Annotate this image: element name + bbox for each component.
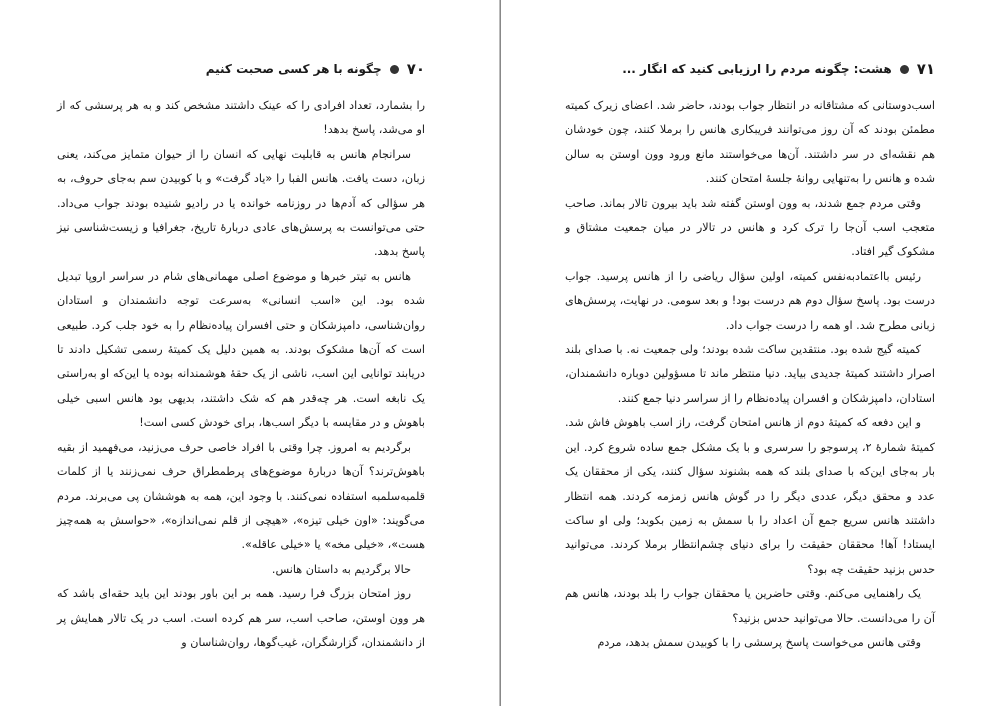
- page-left: [1, 0, 500, 706]
- running-head-left: [65, 60, 425, 78]
- paragraph: و این دفعه که کمیتهٔ دوم از هانس امتحان گرفت، راز اسب باهوش فاش شد. کمیتهٔ شمارهٔ ۲، پرسوجو را سرسری و با یک مشکل جمع ساده شروع کرد. این بار به‌جای این‌که با صدای بلند که همه بشنوند سؤال کنند، یکی از محققان یک عدد و محقق دیگر، عددی دیگر را در گوش هانس زمزمه کردند. همه انتظار داشتند هانس سریع جمع آن اعداد را با سمش به زمین بکوبد؛ ولی او ساکت ایستاد! آها! محققان حقیقت را برای دنیای چشم‌انتظار برملا کردند. می‌توانید حدس بزنید حقیقت چه بود؟: [565, 416, 936, 576]
- paragraph: یک راهنمایی می‌کنم. وقتی حاضرین یا محققان جواب را بلد بودند، هانس هم آن را می‌دانست. حالا می‌توانید حدس بزنید؟: [565, 587, 935, 625]
- chapter-title: هشت: چگونه مردم را ارزیابی کنید که انگار ...: [622, 62, 892, 76]
- paragraph: برگردیم به امروز. چرا وقتی با افراد خاصی حرف می‌زنید، می‌فهمید از بقیه باهوش‌ترند؟ آن‌ها دربارهٔ موضوع‌های پرطمطراق حرف نمی‌زنند یا از کلمات قلمبه‌سلمبه استفاده نمی‌کنند. با وجود این، همه به هوششان پی می‌برند. مردم می‌گویند: «اون خیلی تیزه»، «هیچی از قلم نمی‌اندازه»، «حواسش به همه‌چیز هست»، «خیلی مخه» یا «خیلی عاقله».: [57, 440, 425, 552]
- page-number-70: ۷۰: [406, 60, 425, 78]
- paragraph: رئیس بااعتماد‌به‌نفس کمیته، اولین سؤال ریاضی را از هانس پرسید. جواب درست بود. پاسخ سؤال دوم هم درست بود! و بعد سومی. در نهایت، پرسش‌های زبانی مطرح شد. او همه را درست جواب داد.: [565, 269, 935, 332]
- page-right: [500, 0, 999, 706]
- bullet-dot-icon: [390, 65, 399, 74]
- paragraph: را بشمارد، تعداد افرادی را که عینک داشتند مشخص کند و به هر پرسشی که از او می‌شد، پاسخ بدهد!: [57, 99, 425, 137]
- paragraph: سرانجام هانس به قابلیت نهایی که انسان را از حیوان متمایز می‌کند، یعنی زبان، دست یافت. هانس الفبا را «یاد گرفت» و با کوبیدن سم به‌جای حروف، به هر سؤالی که آدم‌ها در روزنامه خوانده یا در رادیو شنیده بودند جواب می‌داد. حتی می‌توانست به پرسش‌های عادی دربارهٔ تاریخ، جغرافیا و زیست‌شناسی نیز پاسخ بدهد.: [57, 147, 425, 259]
- body-text-right: [565, 94, 935, 655]
- paragraph: هانس به تیتر خبرها و موضوع اصلی مهمانی‌های شام در سراسر اروپا تبدیل شده بود. این «اسب انسانی» به‌سرعت توجه دانشمندان و استادان روان‌شناسی، دامپزشکان و حتی افسران پیاده‌نظام را به خود جلب کرد. طبیعی است که آن‌ها مشکوک بودند. به همین دلیل یک کمیتهٔ رسمی تشکیل دادند تا دریابند توانایی این اسب، ناشی از یک حقهٔ هوشمندانه بوده یا این‌که او به‌راستی یک نابغه است. هر چه‌قدر هم که شک داشتند، بدیهی بود هانس اسبی خیلی باهوش و در مقایسه با دیگر اسب‌ها، برای خودش کسی است!: [57, 269, 425, 430]
- page-number-71: ۷۱: [916, 60, 935, 78]
- body-text-left: [57, 94, 425, 655]
- paragraph: روز امتحان بزرگ فرا رسید. همه بر این باور بودند این باید حقه‌ای باشد که هر وون اوستن، صاحب اسب، سر هم کرده است. اسب در یک تالار همایش پر از دانشمندان، گزارشگران، غیب‌گوها، روان‌شناسان و: [57, 587, 425, 649]
- paragraph: وقتی مردم جمع شدند، به وون اوستن گفته شد باید بیرون تالار بماند. صاحب متعجب اسب آن‌جا را ترک کرد و هانس در تالار در میان جمعیت مشتاق و مشکوک گیر افتاد.: [565, 196, 935, 259]
- bullet-dot-icon: [900, 65, 909, 74]
- paragraph: کمیته گیج شده بود. منتقدین ساکت شده بودند؛ ولی جمعیت نه. با صدای بلند اصرار داشتند کمیتهٔ جدیدی بیاید. دنیا منتظر ماند تا مسؤولین دوباره دانشمندان، استادان، دامپزشکان و افسران پیاده‌نظام را از سراسر دنیا جمع کنند.: [565, 343, 935, 405]
- paragraph: وقتی هانس می‌خواست پاسخ پرسشی را با کوبیدن سمش بدهد، مردم: [597, 635, 921, 649]
- book-title: چگونه با هر کسی صحبت کنیم: [205, 62, 382, 76]
- paragraph: اسب‌دوستانی که مشتاقانه در انتظار جواب بودند، حاضر شد. اعضای زیرک کمیته مطمئن بودند که آن روز می‌توانند فریبکاری هانس را برملا کنند، چون خودشان هم نقشه‌ای در سر داشتند. آن‌ها می‌خواستند مانع ورود وون اوستن به سالن شده و هانس را به‌تنهایی روانهٔ جلسهٔ امتحان کنند.: [565, 99, 935, 186]
- paragraph: حالا برگردیم به داستان هانس.: [271, 562, 411, 576]
- running-head-right: [565, 60, 935, 78]
